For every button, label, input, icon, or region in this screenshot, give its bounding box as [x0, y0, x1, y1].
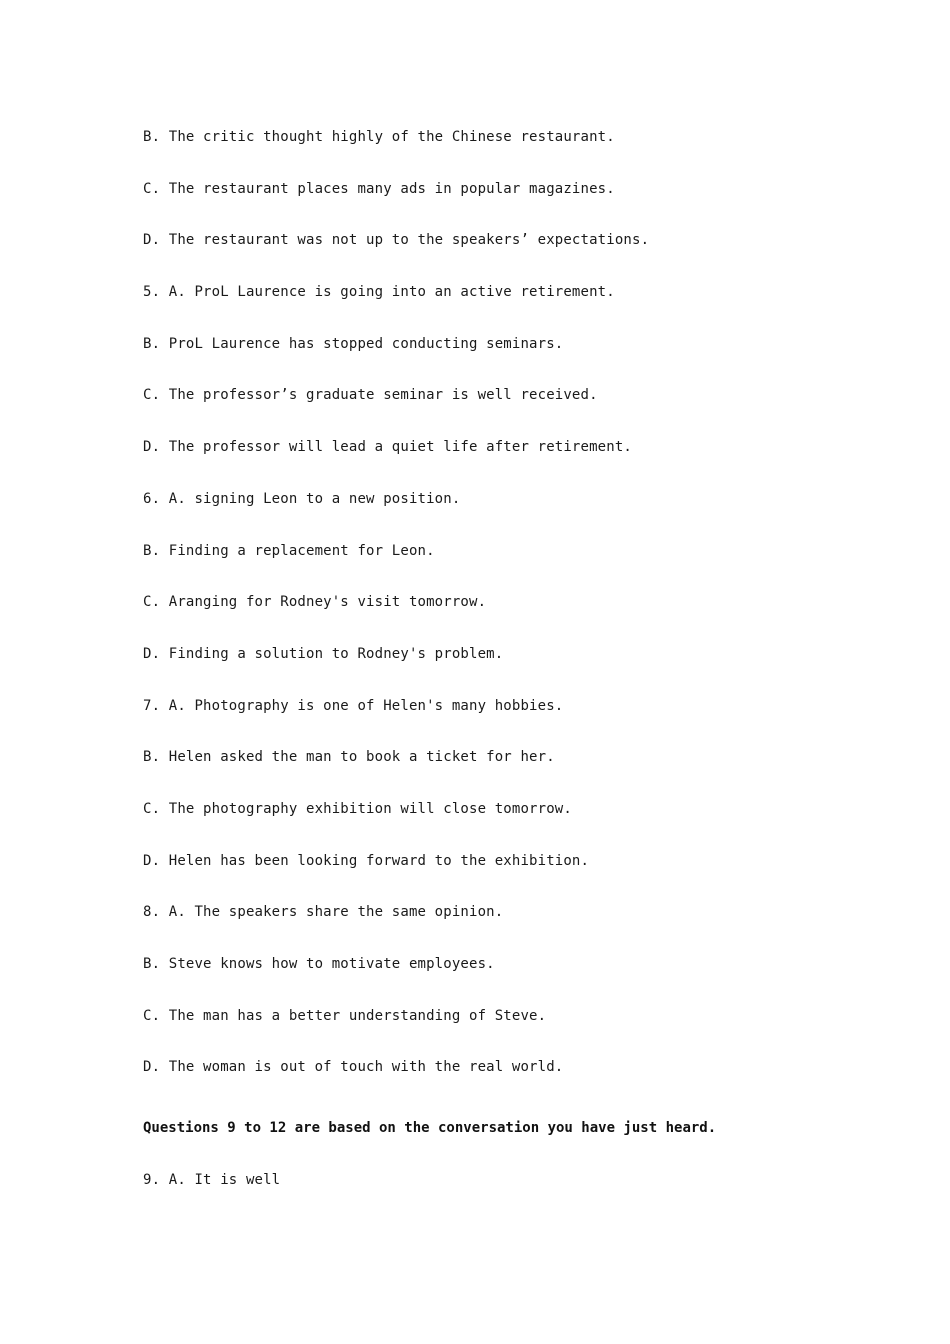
section-heading: Questions 9 to 12 are based on the conversation you have just heard. [143, 1120, 717, 1137]
question-line: 6. A. signing Leon to a new position. [143, 490, 461, 507]
question-line: 7. A. Photography is one of Helen's many hobbies. [143, 697, 564, 714]
option-line: D. The restaurant was not up to the speakers’ expectations. [143, 232, 650, 249]
question-line: 5. A. ProL Laurence is going into an active retirement. [143, 284, 615, 301]
option-line: C. The photography exhibition will close tomorrow. [143, 800, 572, 817]
option-line: C. Aranging for Rodney's visit tomorrow. [143, 594, 487, 611]
option-line: B. Helen asked the man to book a ticket for her. [143, 749, 555, 766]
option-line: B. ProL Laurence has stopped conducting seminars. [143, 335, 564, 352]
question-line: 8. A. The speakers share the same opinion. [143, 904, 504, 921]
option-line: D. The professor will lead a quiet life after retirement. [143, 439, 632, 456]
option-line: B. Finding a replacement for Leon. [143, 542, 435, 559]
option-line: C. The restaurant places many ads in popular magazines. [143, 180, 615, 197]
option-line: B. Steve knows how to motivate employees. [143, 956, 495, 972]
option-line: C. The man has a better understanding of Steve. [143, 1007, 547, 1024]
option-line: B. The critic thought highly of the Chinese restaurant. [143, 129, 615, 145]
option-line: D. The woman is out of touch with the real world. [143, 1059, 564, 1076]
question-line: 9. A. It is well [143, 1171, 281, 1188]
option-line: D. Helen has been looking forward to the exhibition. [143, 852, 590, 869]
option-line: D. Finding a solution to Rodney's problem. [143, 645, 504, 662]
question-options-block [143, 125, 863, 1219]
option-line: C. The professor’s graduate seminar is well received. [143, 387, 598, 404]
